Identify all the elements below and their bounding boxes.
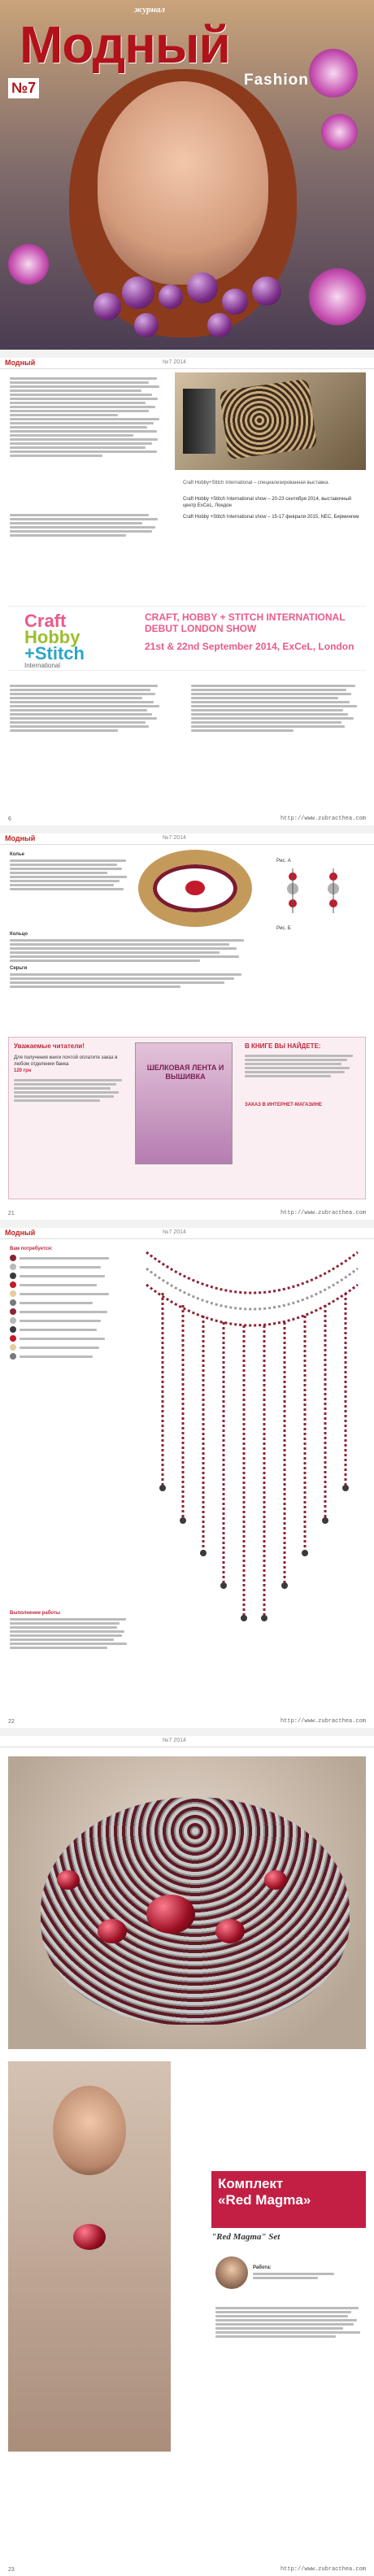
howto-heading: Выполнение работы	[10, 1611, 60, 1616]
page-url[interactable]: http://www.zubracthea.com	[280, 2566, 366, 2573]
brand-mini: Модный	[5, 359, 36, 367]
legend-b: Рис. Б	[276, 926, 291, 931]
ad-heading: Уважаемые читатели!	[14, 1042, 85, 1050]
materials-list	[10, 1246, 132, 1362]
cover-fashion: Fashion	[244, 72, 309, 89]
page-number: 23	[8, 2567, 15, 2573]
page-url[interactable]: http://www.zubracthea.com	[280, 816, 366, 822]
brand-mini: Модный	[5, 834, 36, 842]
shop-footer[interactable]: ЗАКАЗ В ИНТЕРНЕТ-МАГАЗИНЕ	[245, 1103, 322, 1107]
cover-journal-label: журнал	[134, 5, 165, 15]
red-magma-set-photo	[8, 1756, 366, 2049]
page-url[interactable]: http://www.zubracthea.com	[280, 1718, 366, 1725]
issue-mini: №7 2014	[163, 835, 186, 841]
model-face	[98, 81, 268, 285]
craft-photo	[175, 372, 366, 470]
earring-diagram	[276, 858, 366, 932]
earring-diagram-svg	[276, 864, 366, 921]
shop-heading: В КНИГЕ ВЫ НАЙДЕТЕ:	[245, 1042, 321, 1050]
cover-necklace	[85, 268, 289, 350]
logo-hobby: Hobby	[24, 627, 80, 647]
article-page-jewelry	[0, 833, 374, 1220]
author-block	[215, 2256, 366, 2289]
legend-a: Рис. А	[276, 859, 291, 864]
logo-international: International	[24, 662, 61, 669]
text-column	[191, 683, 362, 733]
bracelet-photo	[138, 850, 252, 927]
text-column	[10, 512, 164, 538]
section-necklace: Колье	[10, 852, 25, 857]
issue-mini: №7 2014	[163, 359, 186, 365]
flower-decoration	[8, 244, 49, 285]
flower-decoration	[309, 49, 358, 98]
title-line-2: «Red Magma»	[218, 2192, 311, 2208]
event-2: Craft Hobby +Stitch International show – 15-17 февраля 2015, NEC, Бирмингем	[183, 515, 359, 520]
article-text	[215, 2305, 366, 2339]
flower-decoration	[309, 268, 366, 325]
book-title: ШЕЛКОВАЯ ЛЕНТА И ВЫШИВКА	[146, 1064, 224, 1081]
instructions-column	[10, 931, 254, 990]
article-title-box	[211, 2171, 366, 2228]
page-number: 21	[8, 1211, 15, 1216]
ad-subtext: Для получения книги почтой оплатите заказ в любом отделении банка	[14, 1055, 118, 1067]
banner-title: CRAFT, HOBBY + STITCH INTERNATIONAL DEBUT LONDON SHOW	[145, 611, 346, 634]
book-cover[interactable]	[135, 1042, 233, 1164]
issue-mini: №7 2014	[163, 1738, 186, 1743]
brand-mini: Модный	[5, 1229, 36, 1237]
event-1: Craft Hobby +Stitch International show – 20-23 сентября 2014, выставочный центр ExCeL, Лондон	[183, 497, 352, 508]
book-ad	[8, 1037, 366, 1199]
flower-decoration	[321, 114, 358, 150]
title-line-1: Комплект	[218, 2176, 284, 2191]
page-number: 6	[8, 816, 11, 822]
instructions-column	[10, 851, 132, 892]
cover-issue-number: №7	[8, 78, 39, 98]
author-label: Работа:	[253, 2265, 272, 2270]
craft-logo	[24, 613, 130, 669]
ad-price: 120 грн	[14, 1068, 32, 1073]
text-column	[10, 683, 164, 733]
necklace-scheme	[138, 1244, 366, 1634]
banner-date: 21st & 22nd September 2014, ExCeL, London	[145, 641, 354, 652]
craft-show-banner	[8, 606, 366, 671]
section-earrings: Серьги	[10, 966, 28, 971]
english-title: "Red Magma" Set	[211, 2232, 280, 2242]
section-ring: Кольцо	[10, 932, 28, 937]
issue-mini: №7 2014	[163, 1229, 186, 1235]
logo-craft: Craft	[24, 611, 67, 631]
photo-caption: Craft Hobby+Stitch International – специализированная выставка.	[183, 481, 330, 485]
magazine-cover	[0, 0, 374, 350]
article-page-scheme	[0, 1228, 374, 1728]
text-column	[10, 376, 164, 459]
author-avatar	[215, 2256, 248, 2289]
page-number: 22	[8, 1719, 15, 1725]
article-page-red-magma	[0, 1736, 374, 2576]
logo-stitch: +Stitch	[24, 643, 85, 664]
materials-heading: Вам потребуется:	[10, 1247, 53, 1251]
cover-title: Модный	[20, 15, 230, 74]
model-photo	[8, 2061, 171, 2452]
howto-column	[10, 1610, 132, 1651]
article-page-craft-show	[0, 358, 374, 825]
page-url[interactable]: http://www.zubracthea.com	[280, 1210, 366, 1216]
